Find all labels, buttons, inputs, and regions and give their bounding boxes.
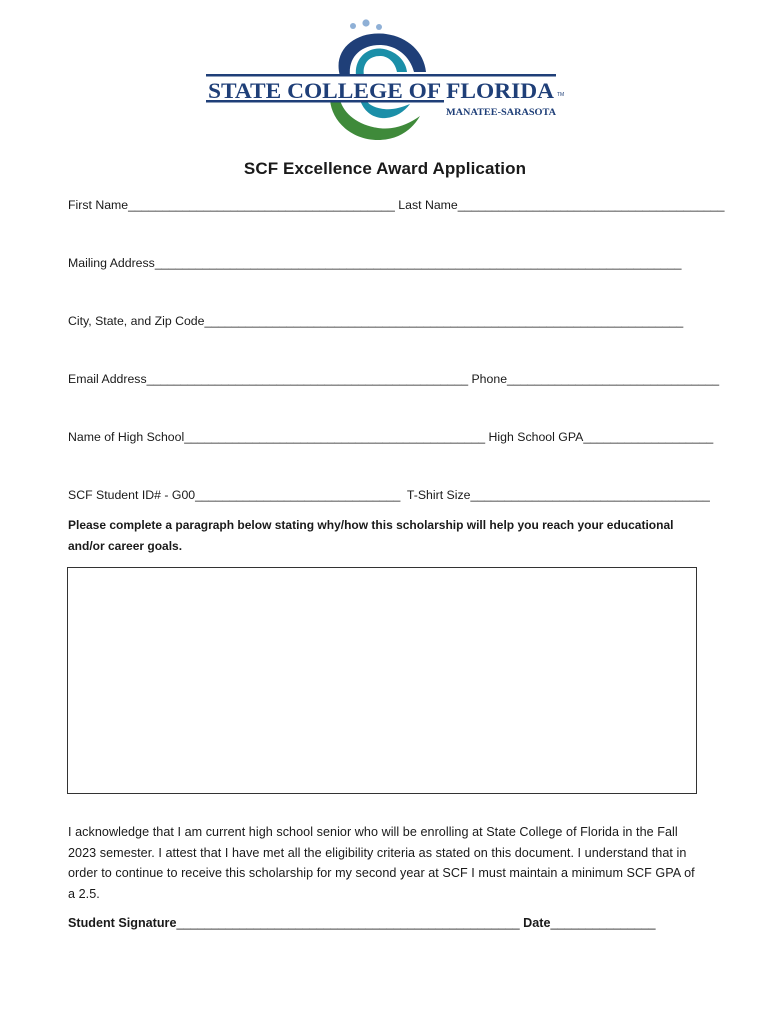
signature-row (68, 916, 656, 930)
essay-prompt: Please complete a paragraph below stating why/how this scholarship will help you reach your educational and/or career goals. (68, 518, 674, 553)
acknowledgement-text: I acknowledge that I am current high school senior who will be enrolling at State College of Florida in the Fall 2023 semester. I attest that I have met all the eligibility criteria as stated on this document. I understand that in order to continue to receive this scholarship for my second year at SCF I must maintain a minimum SCF GPA of a 2.5. (68, 825, 695, 901)
student-id-field[interactable]: ______________________________ (195, 488, 401, 502)
city-state-zip-row (68, 313, 683, 329)
name-row (68, 197, 724, 213)
email-phone-row (68, 371, 719, 387)
city-state-zip-label: City, State, and Zip Code (68, 314, 205, 328)
first-name-field[interactable]: _______________________________________ (128, 198, 395, 212)
gpa-field[interactable]: ___________________ (583, 430, 714, 444)
mailing-address-row (68, 255, 681, 271)
essay-textbox[interactable] (67, 567, 697, 794)
page-title: SCF Excellence Award Application (243, 159, 527, 178)
student-id-row (68, 487, 710, 503)
logo-campus: MANATEE-SARASOTA (446, 107, 557, 117)
email-field[interactable]: _______________________________________________ (146, 372, 469, 386)
logo-dot (362, 19, 369, 26)
date-label: Date (523, 916, 551, 930)
scf-logo (200, 18, 572, 144)
signature-label: Student Signature (68, 916, 177, 930)
logo-college-name: STATE COLLEGE OF FLORIDA (208, 78, 555, 103)
high-school-field[interactable]: ____________________________________________ (184, 430, 486, 444)
logo-dot (350, 23, 356, 29)
tshirt-field[interactable]: ___________________________________ (470, 488, 710, 502)
student-id-label: SCF Student ID# - G00 (68, 488, 196, 502)
email-label: Email Address (68, 372, 147, 386)
date-field[interactable]: _______________ (550, 916, 656, 930)
phone-field[interactable]: _______________________________ (507, 372, 720, 386)
signature-field[interactable]: _________________________________________________ (176, 916, 520, 930)
first-name-label: First Name (68, 198, 129, 212)
city-state-zip-field[interactable]: ______________________________________________________________________ (204, 314, 684, 328)
logo-tm: TM (557, 92, 565, 98)
last-name-label: Last Name (398, 198, 458, 212)
tshirt-label: T-Shirt Size (406, 488, 471, 502)
high-school-row (68, 429, 713, 445)
last-name-field[interactable]: _______________________________________ (457, 198, 725, 212)
high-school-label: Name of High School (68, 430, 185, 444)
logo-swoosh-teal (356, 49, 407, 76)
mailing-address-field[interactable]: _____________________________________________________________________________ (154, 256, 682, 270)
mailing-address-label: Mailing Address (68, 256, 155, 270)
phone-label: Phone (471, 372, 508, 386)
gpa-label: High School GPA (488, 430, 584, 444)
logo-dot (376, 24, 382, 30)
